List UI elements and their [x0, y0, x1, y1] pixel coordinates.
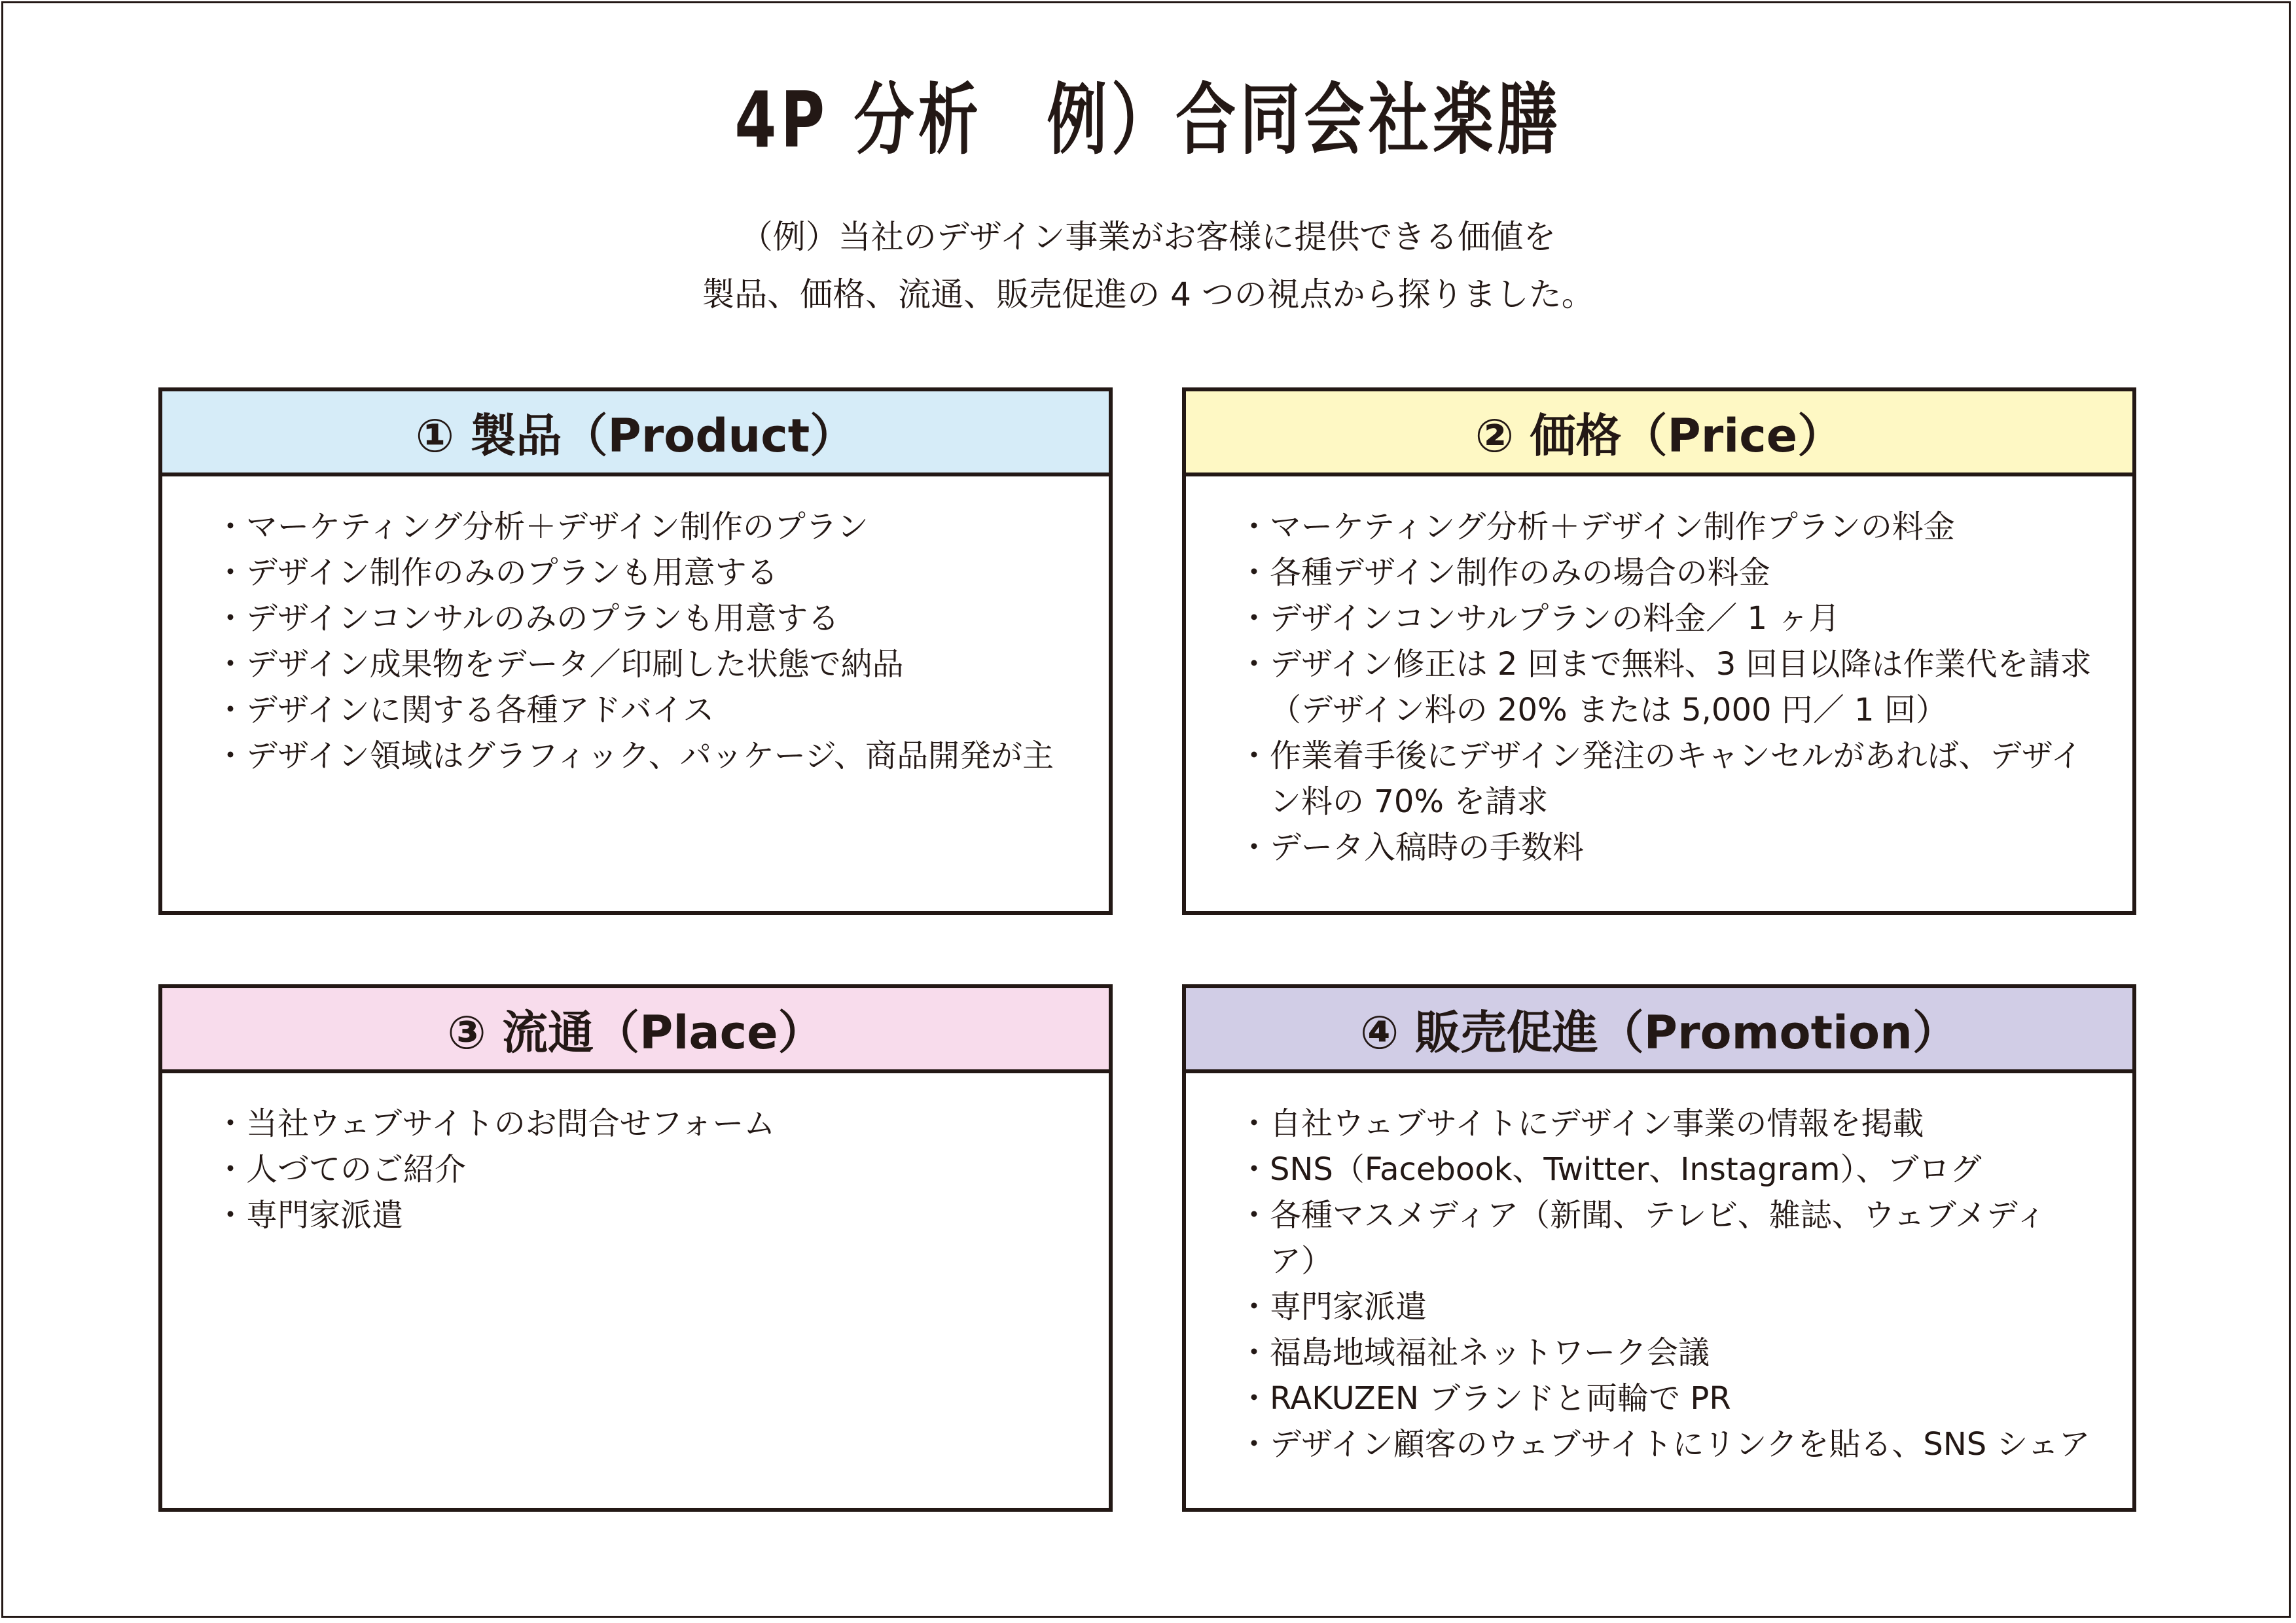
list-item: ・ デザイン修正は 2 回まで無料、3 回目以降は作業代を請求（デザイン料の 20% または 5,000 円／ 1 回） [1238, 646, 2092, 728]
place-header: ③ 流通（Place） [162, 988, 1109, 1073]
list-item: ・ データ入稿時の手数料 [1238, 829, 1585, 866]
list-item: ・ デザインコンサルのみのプランも用意する [215, 600, 840, 637]
place-box [158, 984, 1113, 1512]
intro-line-2: 製品、価格、流通、販売促進の 4 つの視点から探りました。 [702, 276, 1594, 313]
intro-line-1: （例）当社のデザイン事業がお客様に提供できる価値を [740, 218, 1556, 256]
list-item: ・ 専門家派遣 [215, 1197, 404, 1234]
price-box [1182, 387, 2136, 915]
list-item: ・ 福島地域福祉ネットワーク会議 [1238, 1334, 1710, 1371]
list-item: ・ デザイン制作のみのプランも用意する [215, 554, 778, 591]
page-title: 4P 分析 例）合同会社楽膳 [734, 75, 1562, 165]
list-item: ・ マーケティング分析＋デザイン制作のプラン [215, 508, 869, 545]
price-list [1186, 476, 2132, 870]
list-item: ・ デザイン顧客のウェブサイトにリンクを貼る、SNS シェア [1238, 1426, 2090, 1463]
promotion-list [1186, 1073, 2132, 1467]
list-item: ・ デザイン領域はグラフィック、パッケージ、商品開発が主 [215, 738, 1054, 774]
intro-text [0, 208, 2296, 323]
list-item: ・ デザインコンサルプランの料金／ 1 ヶ月 [1238, 600, 1840, 637]
list-item: ・ マーケティング分析＋デザイン制作プランの料金 [1238, 508, 1955, 545]
product-list [162, 476, 1109, 779]
list-item: ・ 当社ウェブサイトのお問合せフォーム [215, 1105, 776, 1142]
list-item: ・ デザイン成果物をデータ／印刷した状態で納品 [215, 646, 904, 683]
product-header: ① 製品（Product） [162, 391, 1109, 476]
place-list [162, 1073, 1109, 1238]
list-item: ・ RAKUZEN ブランドと両輪で PR [1238, 1380, 1731, 1417]
list-item: ・ デザインに関する各種アドバイス [215, 692, 715, 728]
list-item: ・ 専門家派遣 [1238, 1289, 1427, 1325]
price-header: ② 価格（Price） [1186, 391, 2132, 476]
list-item: ・ 人づてのご紹介 [215, 1151, 467, 1188]
promotion-header: ④ 販売促進（Promotion） [1186, 988, 2132, 1073]
list-item: ・ 作業着手後にデザイン発注のキャンセルがあれば、デザイン料の 70% を請求 [1238, 738, 2083, 820]
product-box [158, 387, 1113, 915]
promotion-box [1182, 984, 2136, 1512]
list-item: ・ 各種デザイン制作のみの場合の料金 [1238, 554, 1770, 591]
list-item: ・ 各種マスメディア（新聞、テレビ、雑誌、ウェブメディア） [1238, 1197, 2047, 1279]
list-item: ・ 自社ウェブサイトにデザイン事業の情報を掲載 [1238, 1105, 1924, 1142]
list-item: ・ SNS（Facebook、Twitter、Instagram）、ブログ [1238, 1151, 1982, 1188]
